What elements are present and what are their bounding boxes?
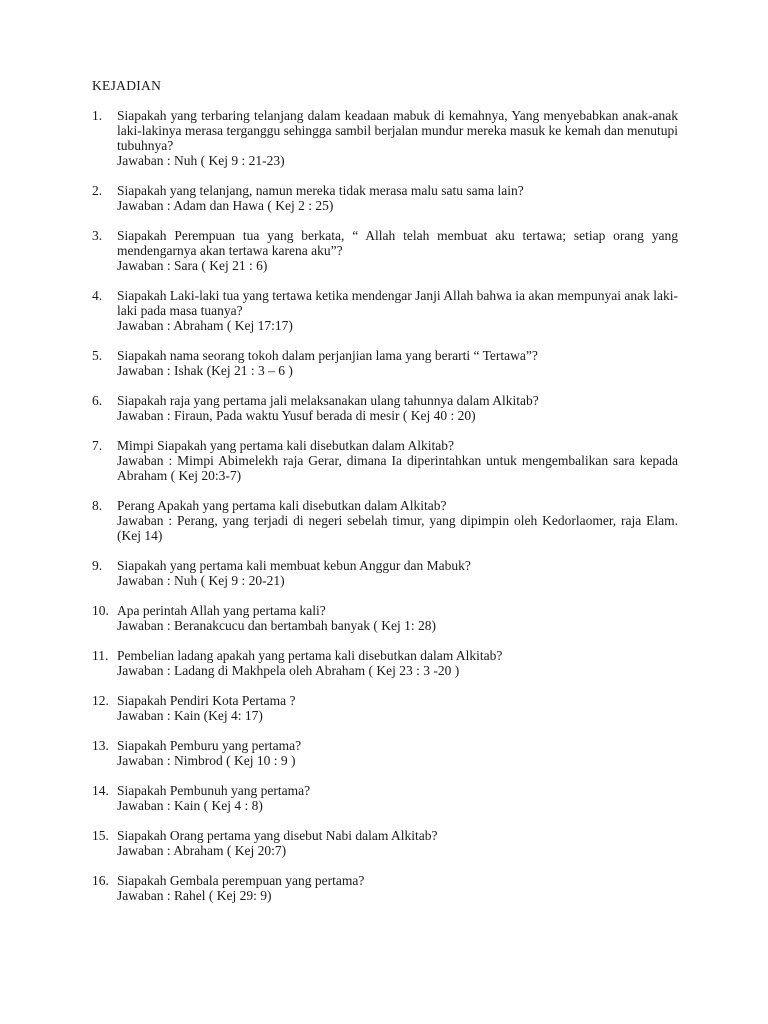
question-text: Siapakah yang terbaring telanjang dalam keadaan mabuk di kemahnya, Yang menyebabkan anak-anak laki-lakinya merasa terganggu sehingga sambil berjalan mundur mereka masuk ke kemah dan menutupi tubuhnya? — [117, 108, 678, 153]
item-number: 3. — [92, 228, 103, 243]
question-text: Siapakah Pemburu yang pertama? — [117, 738, 302, 753]
question-text: Siapakah Pendiri Kota Pertama ? — [117, 693, 296, 708]
item-number: 12. — [92, 693, 109, 708]
list-item — [92, 783, 678, 813]
question-text: Siapakah Pembunuh yang pertama? — [117, 783, 311, 798]
answer-text: Jawaban : Nuh ( Kej 9 : 20-21) — [117, 573, 285, 588]
item-number: 2. — [92, 183, 103, 198]
list-item — [92, 288, 678, 333]
question-text: Siapakah Perempuan tua yang berkata, “ Allah telah membuat aku tertawa; setiap orang yang mendengarnya akan tertawa karena aku”? — [117, 228, 678, 258]
item-number: 16. — [92, 873, 109, 888]
list-item — [92, 438, 678, 483]
list-item — [92, 348, 678, 378]
list-item — [92, 828, 678, 858]
list-item — [92, 738, 678, 768]
answer-text: Jawaban : Mimpi Abimelekh raja Gerar, dimana Ia diperintahkan untuk mengembalikan sara kepada Abraham ( Kej 20:3-7) — [117, 453, 678, 483]
list-item — [92, 558, 678, 588]
answer-text: Jawaban : Perang, yang terjadi di negeri sebelah timur, yang dipimpin oleh Kedorlaomer, raja Elam. (Kej 14) — [117, 513, 678, 543]
question-text: Pembelian ladang apakah yang pertama kali disebutkan dalam Alkitab? — [117, 648, 503, 663]
question-text: Siapakah yang telanjang, namun mereka tidak merasa malu satu sama lain? — [117, 183, 524, 198]
document-page — [92, 78, 678, 918]
answer-text: Jawaban : Rahel ( Kej 29: 9) — [117, 888, 272, 903]
answer-text: Jawaban : Nuh ( Kej 9 : 21-23) — [117, 153, 285, 168]
list-item — [92, 228, 678, 273]
question-text: Siapakah Gembala perempuan yang pertama? — [117, 873, 365, 888]
answer-text: Jawaban : Adam dan Hawa ( Kej 2 : 25) — [117, 198, 334, 213]
answer-text: Jawaban : Kain ( Kej 4 : 8) — [117, 798, 263, 813]
answer-text: Jawaban : Abraham ( Kej 20:7) — [117, 843, 287, 858]
list-item — [92, 108, 678, 168]
answer-text: Jawaban : Abraham ( Kej 17:17) — [117, 318, 293, 333]
item-number: 11. — [92, 648, 109, 663]
list-item — [92, 183, 678, 213]
answer-text: Jawaban : Ladang di Makhpela oleh Abraham ( Kej 23 : 3 -20 ) — [117, 663, 460, 678]
item-number: 7. — [92, 438, 103, 453]
item-number: 1. — [92, 108, 103, 123]
item-number: 13. — [92, 738, 109, 753]
list-item — [92, 393, 678, 423]
item-number: 8. — [92, 498, 103, 513]
question-text: Siapakah raja yang pertama jali melaksanakan ulang tahunnya dalam Alkitab? — [117, 393, 539, 408]
list-item — [92, 648, 678, 678]
question-text: Mimpi Siapakah yang pertama kali disebutkan dalam Alkitab? — [117, 438, 455, 453]
question-text: Siapakah yang pertama kali membuat kebun Anggur dan Mabuk? — [117, 558, 471, 573]
question-text: Apa perintah Allah yang pertama kali? — [117, 603, 326, 618]
item-number: 15. — [92, 828, 109, 843]
question-text: Siapakah Orang pertama yang disebut Nabi dalam Alkitab? — [117, 828, 438, 843]
question-text: Perang Apakah yang pertama kali disebutkan dalam Alkitab? — [117, 498, 447, 513]
item-number: 5. — [92, 348, 103, 363]
list-item — [92, 873, 678, 903]
question-list — [92, 108, 678, 903]
question-text: Siapakah nama seorang tokoh dalam perjanjian lama yang berarti “ Tertawa”? — [117, 348, 538, 363]
item-number: 9. — [92, 558, 103, 573]
answer-text: Jawaban : Beranakcucu dan bertambah banyak ( Kej 1: 28) — [117, 618, 436, 633]
list-item — [92, 603, 678, 633]
answer-text: Jawaban : Ishak (Kej 21 : 3 – 6 ) — [117, 363, 293, 378]
answer-text: Jawaban : Sara ( Kej 21 : 6) — [117, 258, 268, 273]
item-number: 10. — [92, 603, 109, 618]
answer-text: Jawaban : Nimbrod ( Kej 10 : 9 ) — [117, 753, 296, 768]
item-number: 14. — [92, 783, 109, 798]
list-item — [92, 498, 678, 543]
document-title: KEJADIAN — [92, 78, 162, 93]
list-item — [92, 693, 678, 723]
question-text: Siapakah Laki-laki tua yang tertawa ketika mendengar Janji Allah bahwa ia akan mempunyai anak laki-laki pada masa tuanya? — [117, 288, 678, 318]
item-number: 4. — [92, 288, 103, 303]
item-number: 6. — [92, 393, 103, 408]
answer-text: Jawaban : Firaun, Pada waktu Yusuf berada di mesir ( Kej 40 : 20) — [117, 408, 476, 423]
answer-text: Jawaban : Kain (Kej 4: 17) — [117, 708, 263, 723]
